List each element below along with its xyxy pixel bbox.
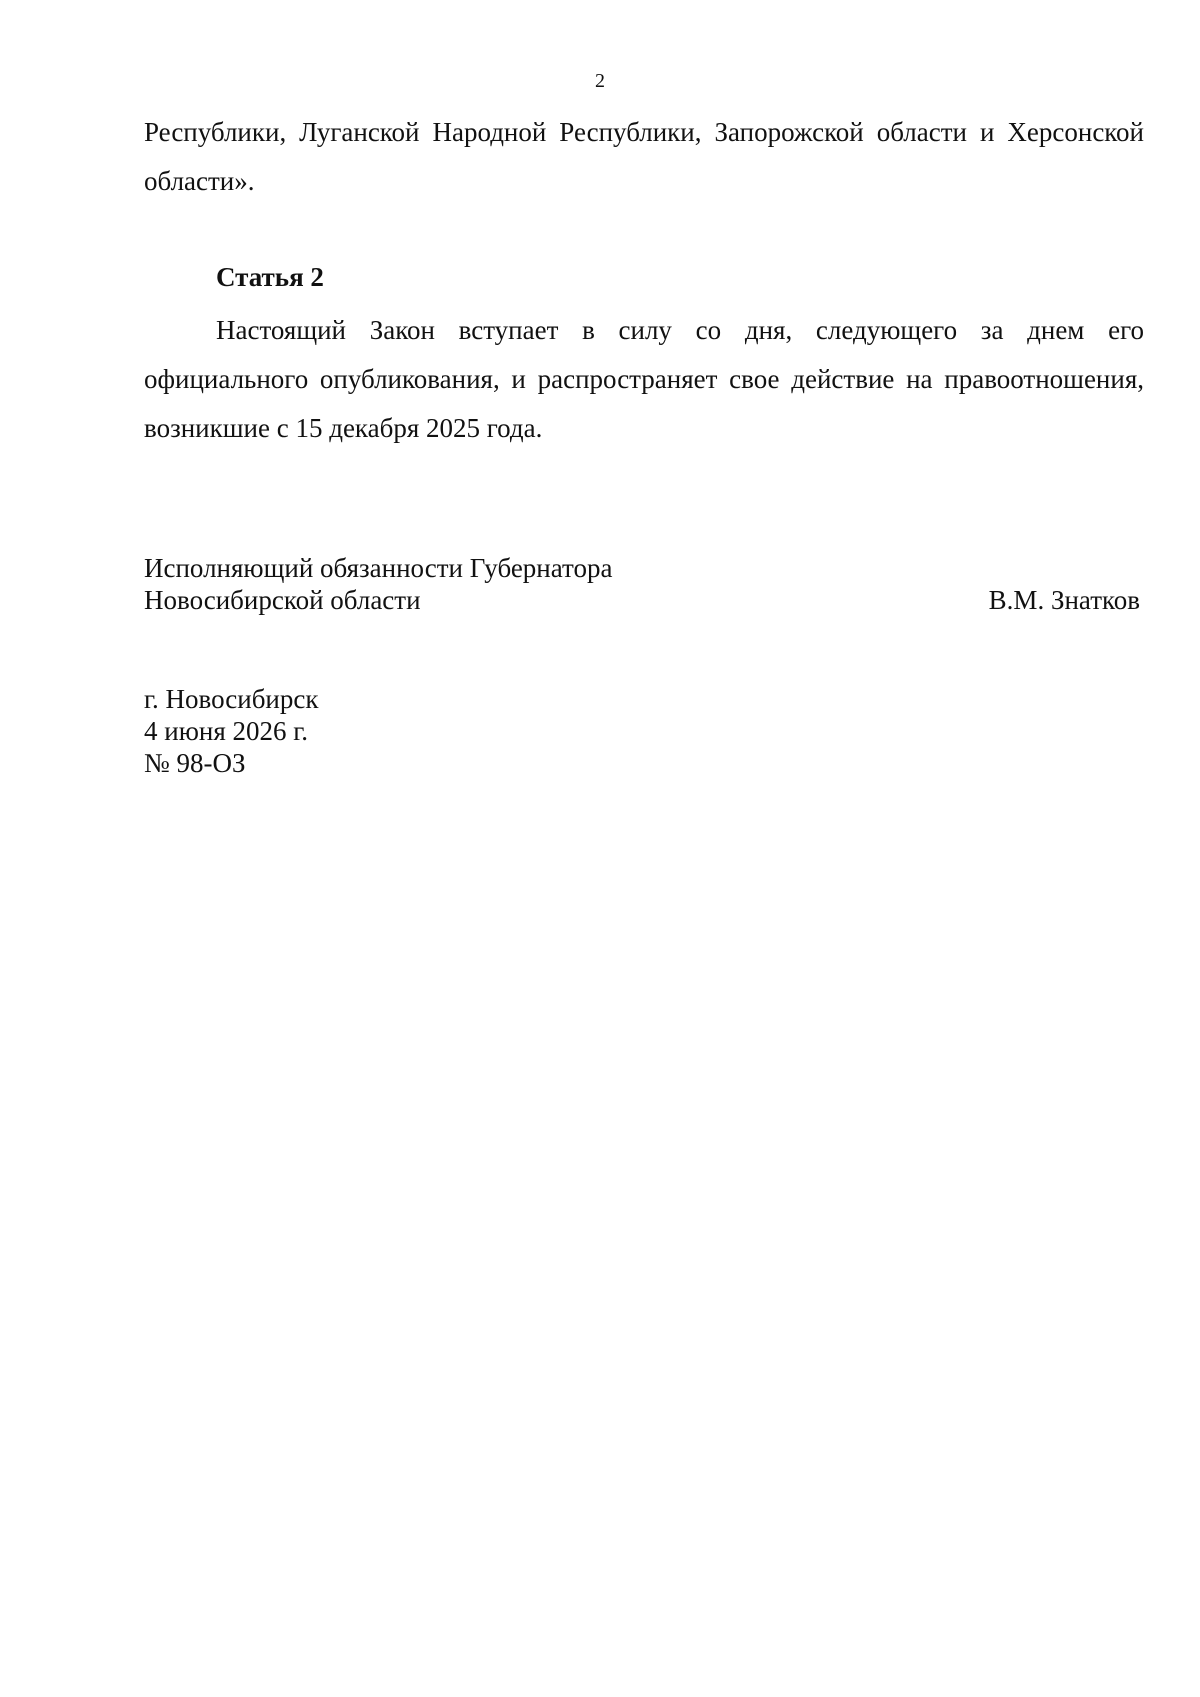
article-body: Настоящий Закон вступает в силу со дня, следующего за днем его официального опубликования, и распространяет свое действие на правоотношения, возникшие с 15 декабря 2025 года. — [144, 315, 1144, 443]
signature-row — [144, 584, 1140, 616]
continuation-paragraph: Республики, Луганской Народной Республики, Запорожской области и Херсонской области». — [144, 117, 1144, 196]
place-date-number-block — [144, 683, 319, 779]
signatory-position-line2: Новосибирской области — [144, 585, 421, 615]
page-number: 2 — [595, 70, 605, 92]
date: 4 июня 2026 г. — [144, 716, 309, 746]
signatory-position-line1: Исполняющий обязанности Губернатора — [144, 553, 613, 583]
law-number: № 98-ОЗ — [144, 748, 246, 778]
city: г. Новосибирск — [144, 684, 319, 714]
signature-block — [144, 552, 1140, 616]
signatory-name: В.М. Знатков — [988, 585, 1140, 615]
article-title: Статья 2 — [216, 262, 324, 292]
